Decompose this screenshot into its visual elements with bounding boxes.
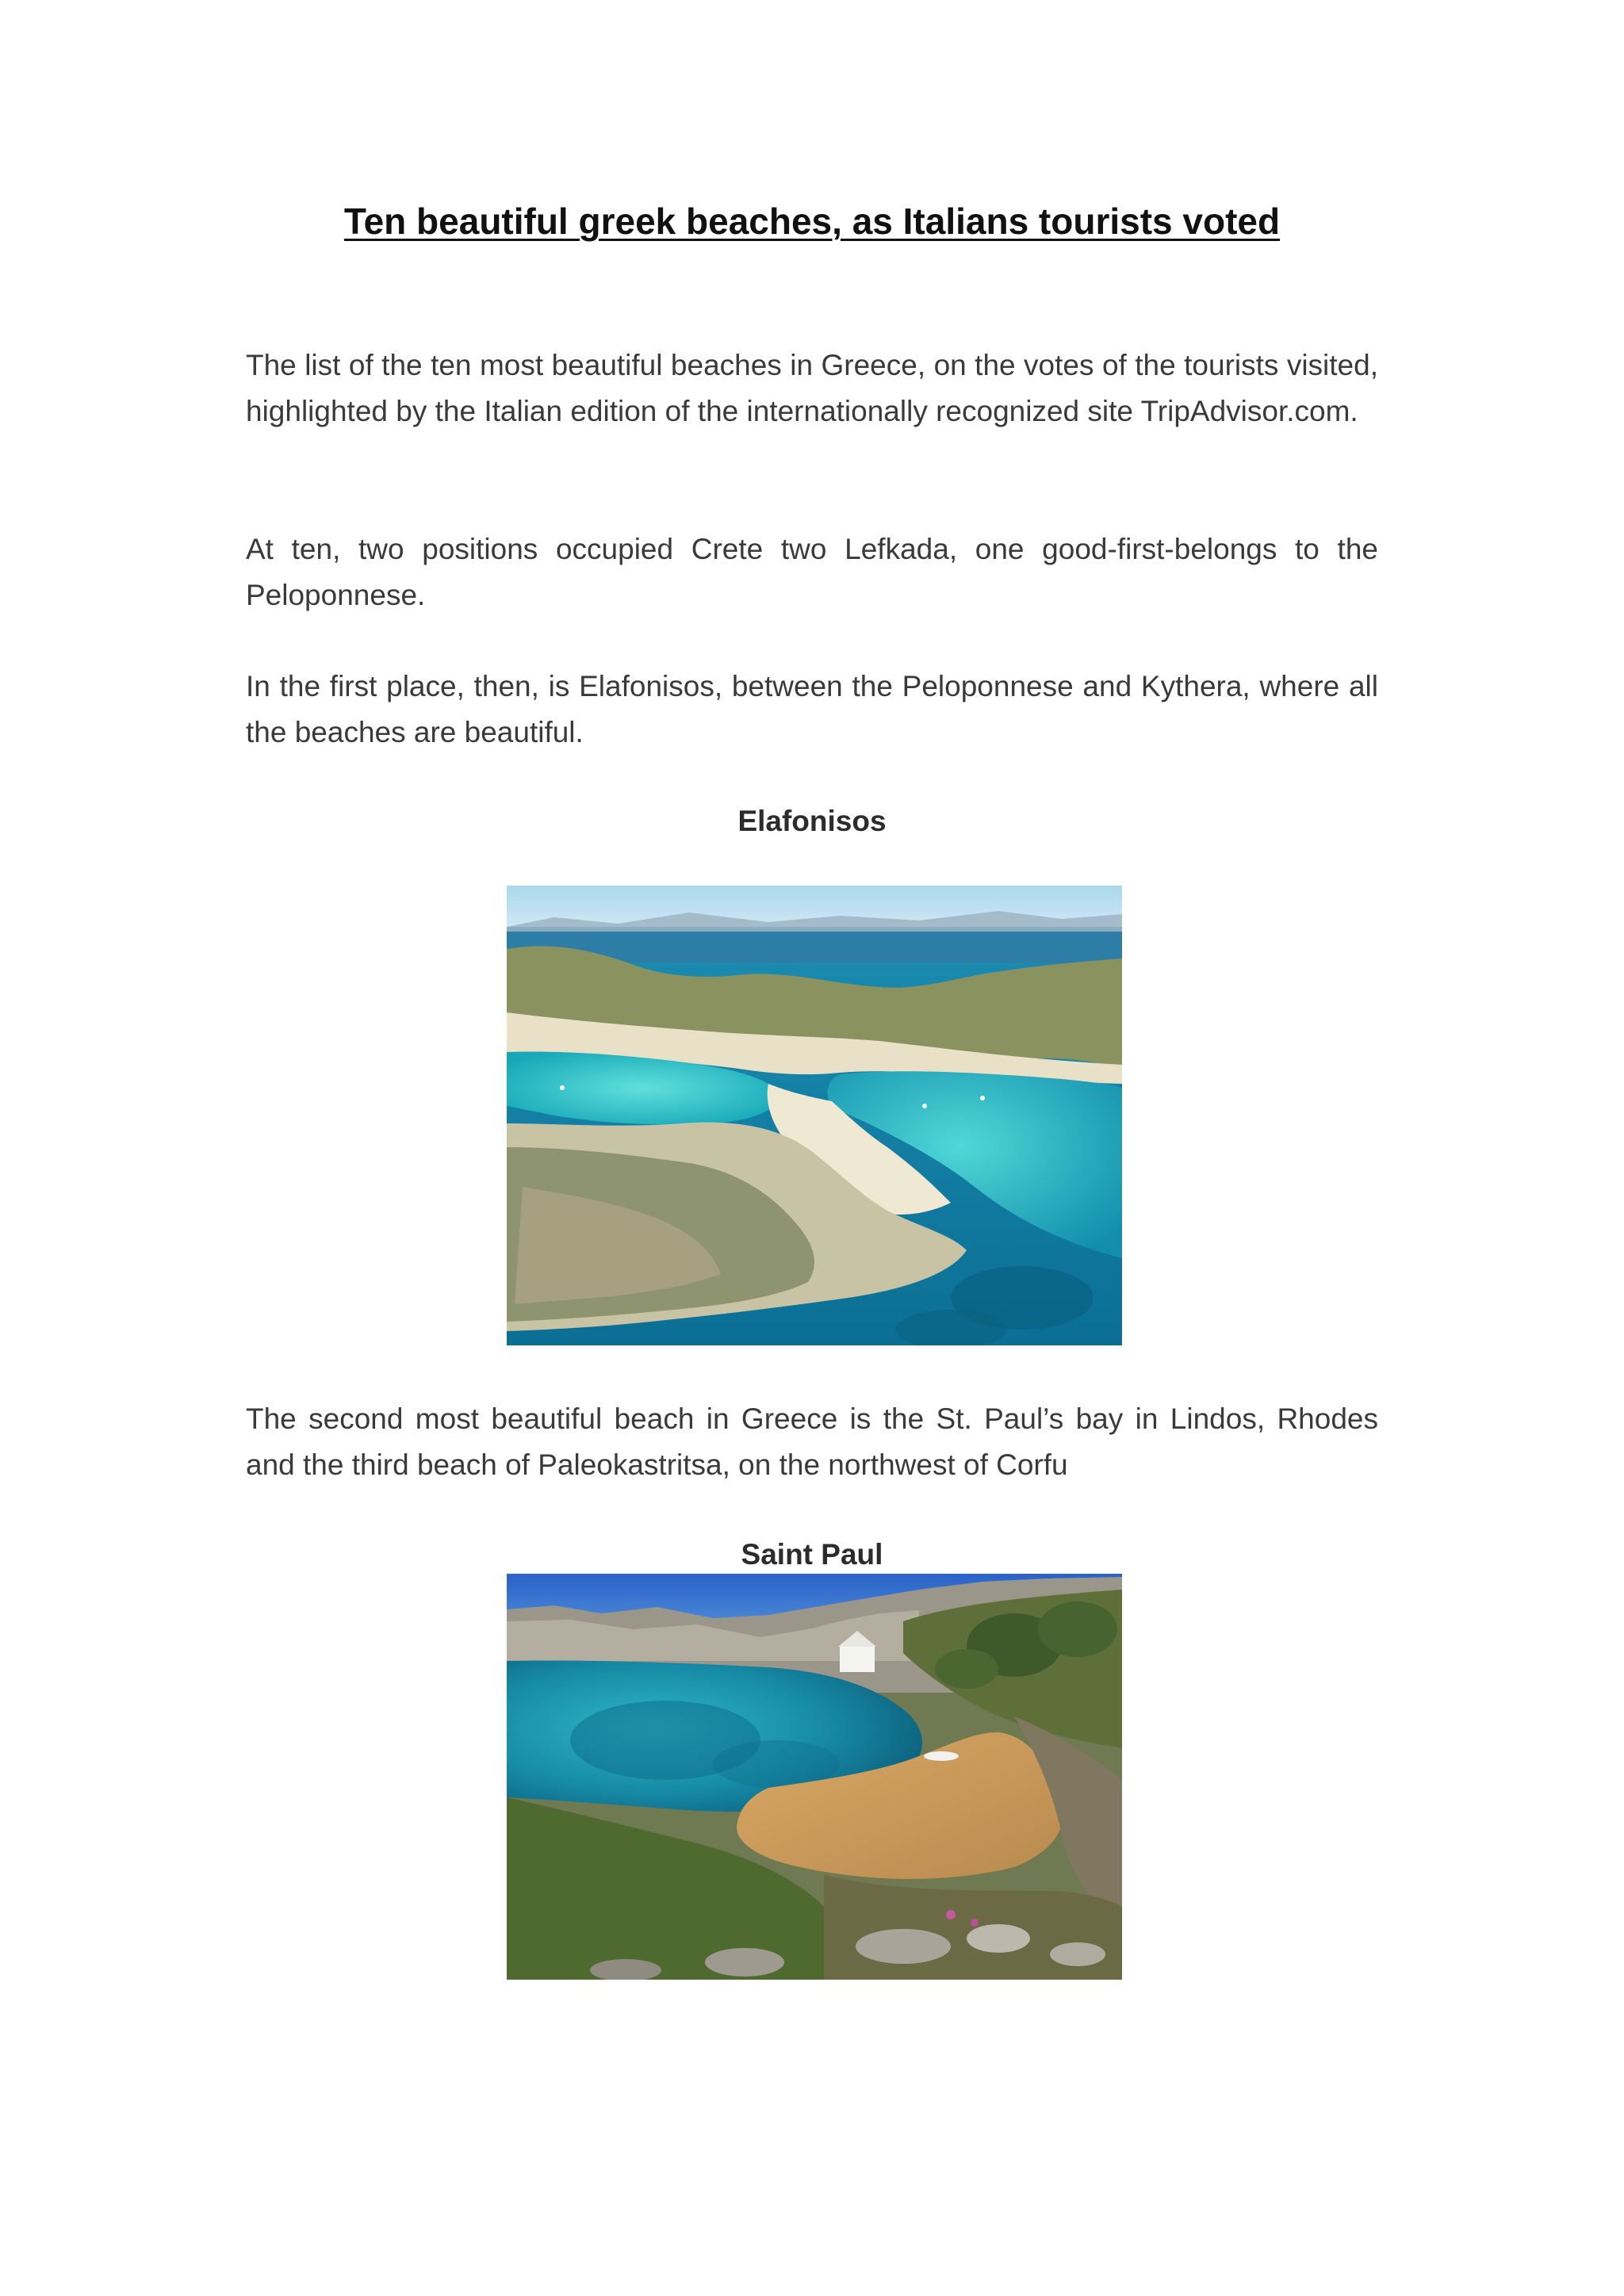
- figure-caption-elafonisos: Elafonisos: [737, 805, 887, 837]
- document-title: Ten beautiful greek beaches, as Italians tourists voted: [343, 201, 1281, 242]
- elafonisos-photo: [507, 886, 1122, 1345]
- paragraph-first-place: In the first place, then, is Elafonisos, between the Peloponnese and Kythera, where all the beaches are beautiful.: [246, 670, 1378, 748]
- paragraph-second-third: The second most beautiful beach in Greece is the St. Paul’s bay in Lindos, Rhodes and the third beach of Paleokastritsa, on the northwest of Corfu: [246, 1402, 1378, 1481]
- paragraph-positions: At ten, two positions occupied Crete two Lefkada, one good-first-belongs to the Peloponnese.: [246, 533, 1378, 611]
- paragraph-intro: The list of the ten most beautiful beaches in Greece, on the votes of the tourists visited, highlighted by the Italian edition of the internationally recognized site TripAdvisor.com.: [246, 349, 1378, 427]
- saint-paul-photo-image: [507, 1574, 1122, 1980]
- saint-paul-photo: [507, 1574, 1122, 1980]
- elafonisos-photo-image: [507, 886, 1122, 1345]
- figure-caption-saint-paul: Saint Paul: [741, 1538, 883, 1571]
